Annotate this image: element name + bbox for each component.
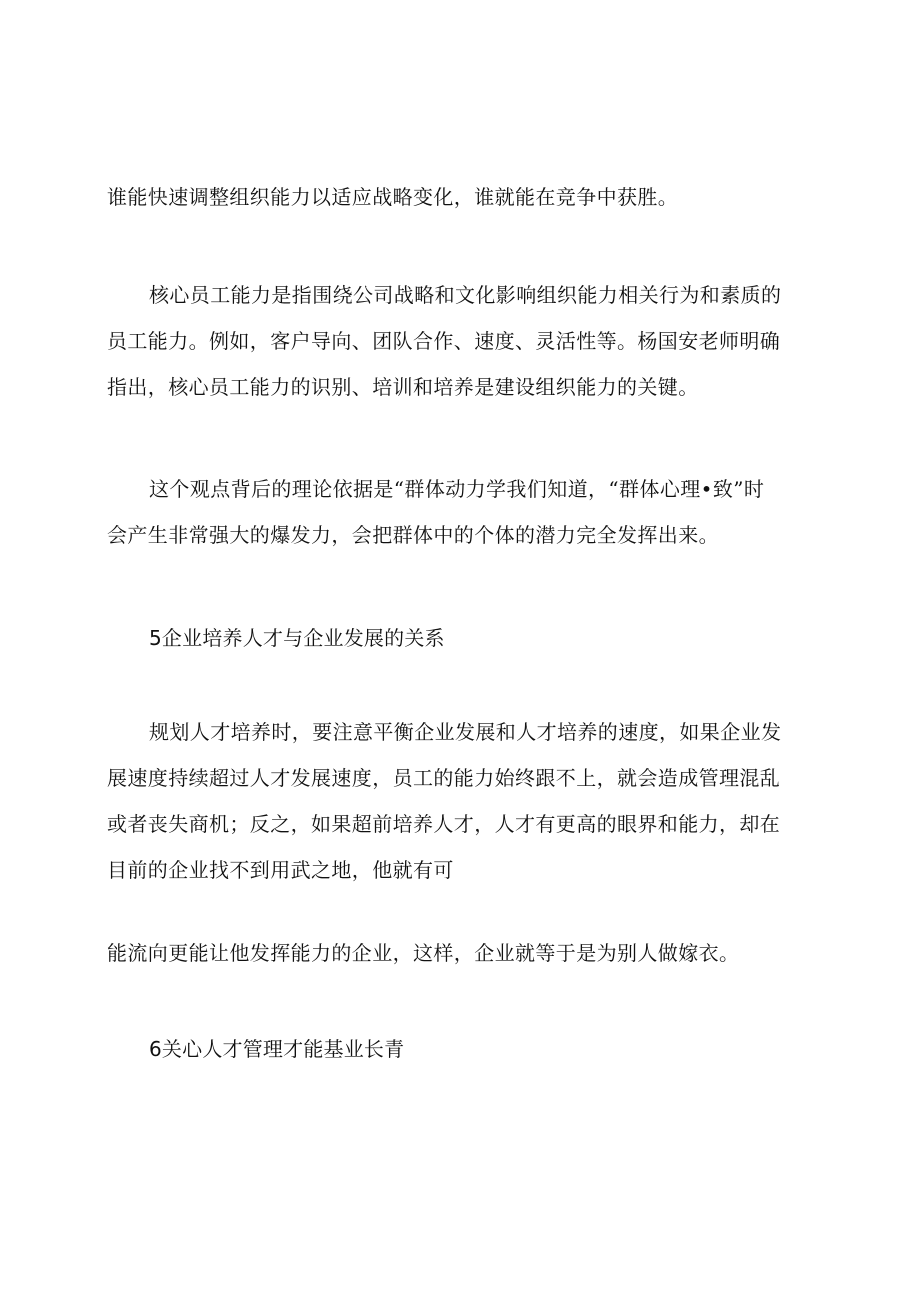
heading-text: 5企业培养人才与企业发展的关系 — [149, 626, 445, 650]
text-line: 展速度持续超过人才发展速度，员工的能力始终跟不上，就会造成管理混乱 — [107, 766, 781, 790]
paragraph-core-competence — [107, 272, 827, 410]
section-heading-6 — [107, 1026, 827, 1072]
text-line: 会产生非常强大的爆发力，会把群体中的个体的潜力完全发挥出来。 — [107, 523, 719, 547]
paragraph-group-dynamics — [107, 466, 827, 558]
text-line: 目前的企业找不到用武之地，他就有可 — [107, 858, 454, 882]
text-line: 或者丧失商机；反之，如果超前培养人才，人才有更高的眼界和能力，却在 — [107, 812, 781, 836]
paragraph-talent-loss — [107, 930, 827, 976]
section-heading-5 — [107, 615, 827, 661]
text-line: 员工能力。例如，客户导向、团队合作、速度、灵活性等。杨国安老师明确 — [107, 329, 781, 353]
text-line: 能流向更能让他发挥能力的企业，这样，企业就等于是为别人做嫁衣。 — [107, 941, 740, 965]
text-line: 这个观点背后的理论依据是“群体动力学我们知道，“群体心理•致”时 — [149, 477, 765, 501]
heading-text: 6关心人才管理才能基业长青 — [149, 1037, 405, 1061]
text-line: 指出，核心员工能力的识别、培训和培养是建设组织能力的关键。 — [107, 375, 699, 399]
paragraph-talent-planning — [107, 709, 827, 893]
text-line: 谁能快速调整组织能力以适应战略变化，谁就能在竞争中获胜。 — [107, 185, 679, 209]
text-line: 规划人才培养时，要注意平衡企业发展和人才培养的速度，如果企业发 — [149, 720, 782, 744]
paragraph-competition — [107, 174, 827, 220]
text-line: 核心员工能力是指围绕公司战略和文化影响组织能力相关行为和素质的 — [149, 283, 782, 307]
